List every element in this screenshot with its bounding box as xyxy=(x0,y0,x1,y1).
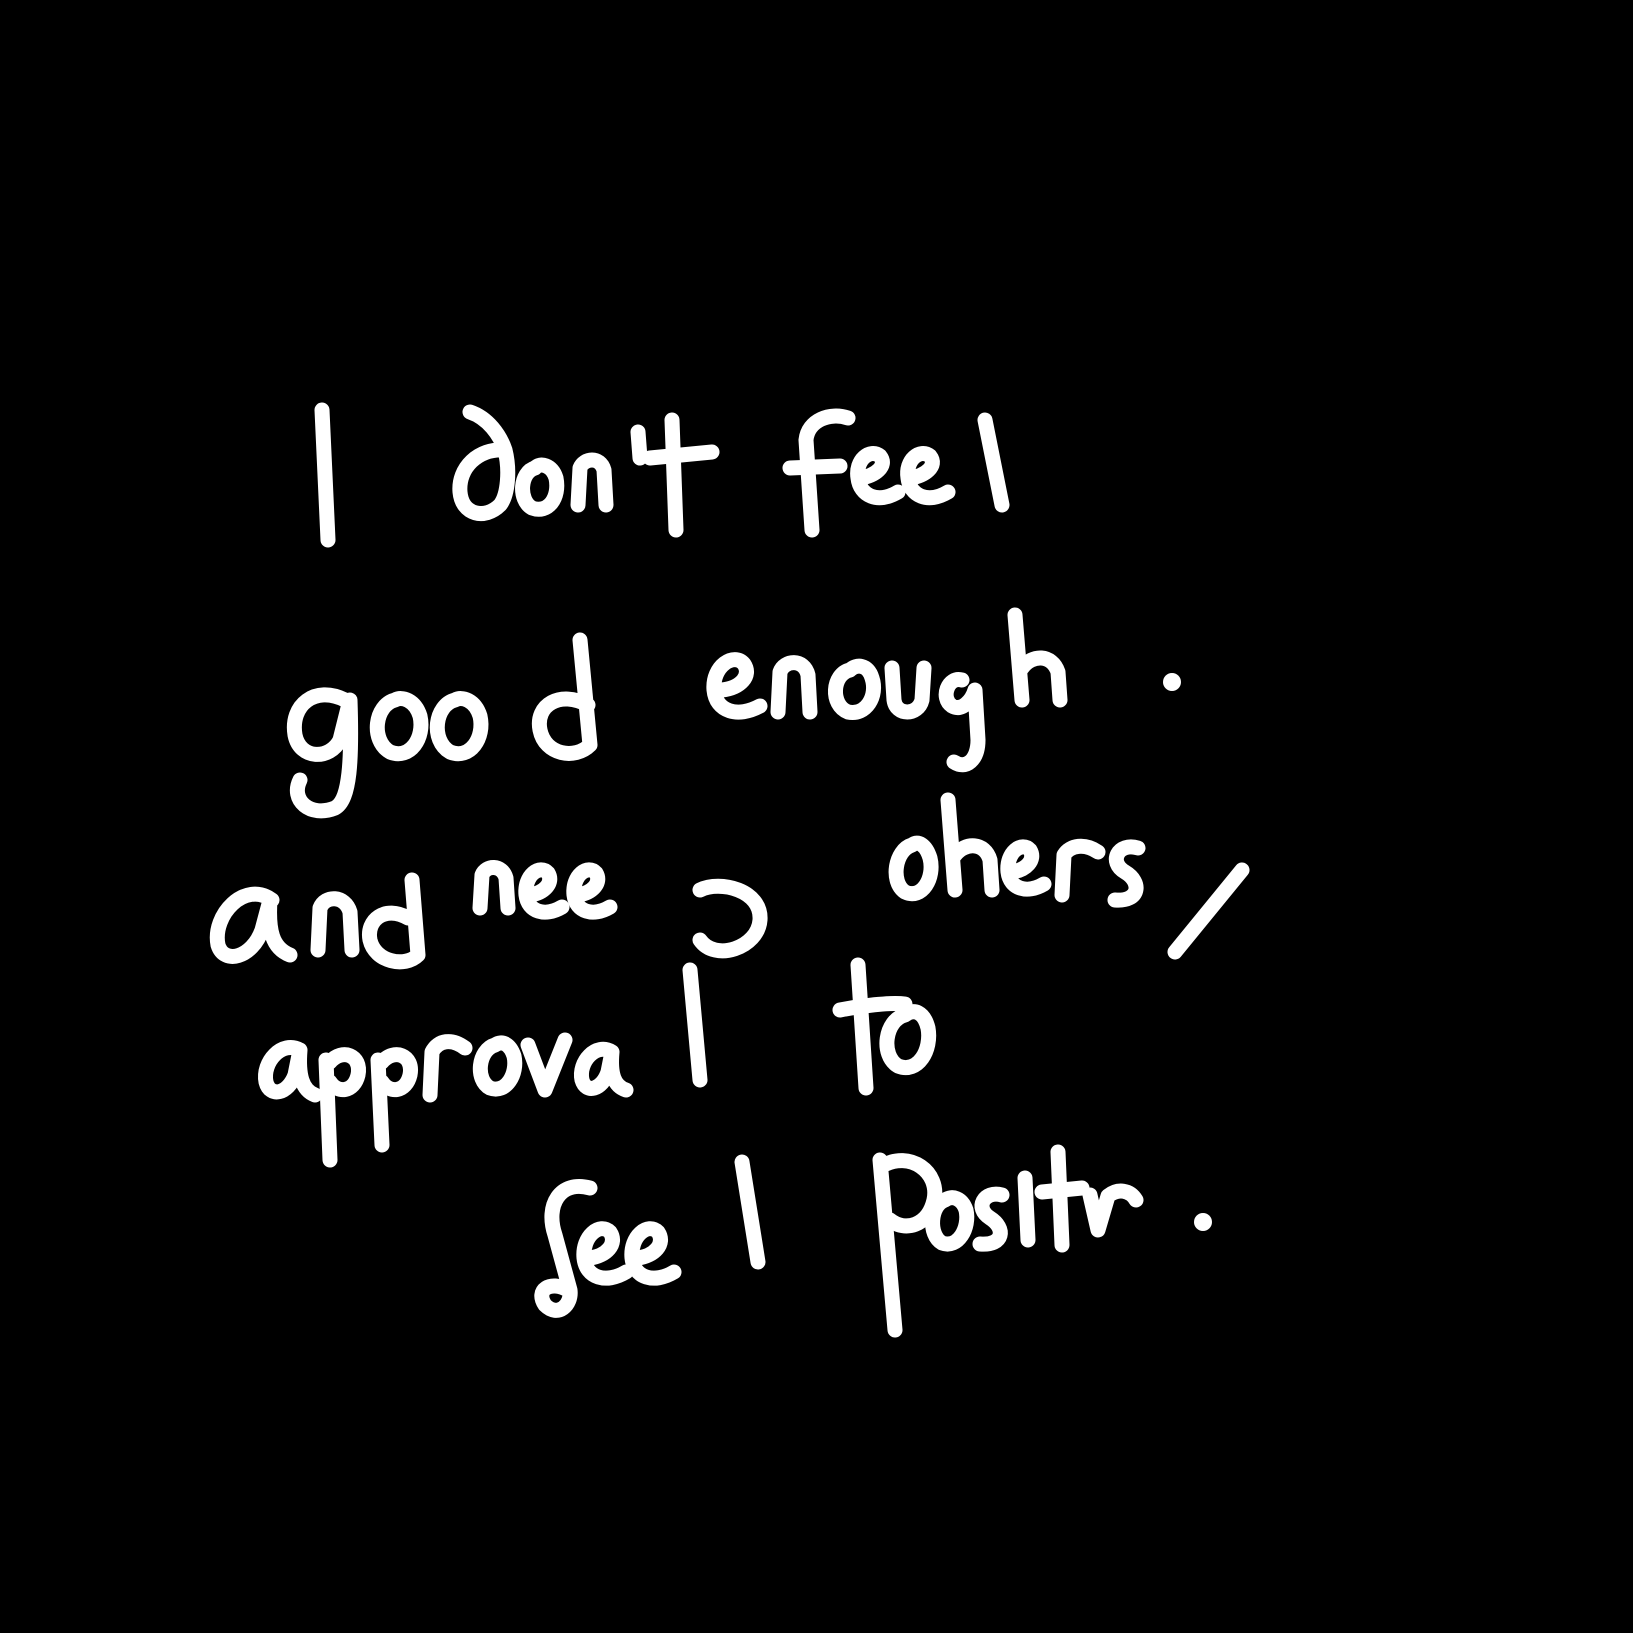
note-line-2 xyxy=(294,615,1181,811)
note-line-5 xyxy=(542,1152,1212,1330)
note-line-4 xyxy=(265,965,928,1160)
note-line-1 xyxy=(322,410,1002,540)
note-line-3 xyxy=(217,800,1242,962)
